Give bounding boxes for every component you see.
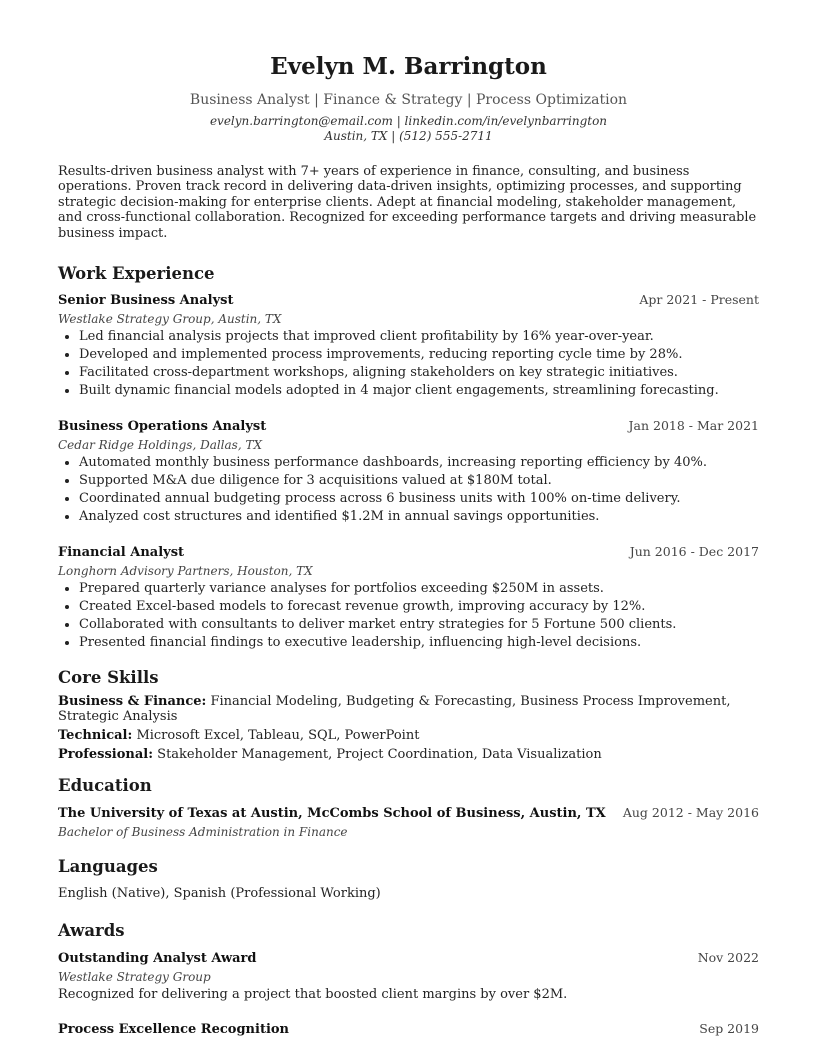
- contact-line-location-phone: Austin, TX | (512) 555-2711: [324, 128, 493, 143]
- award-entry: [58, 1020, 759, 1039]
- education-dates: Aug 2012 - May 2016: [622, 805, 759, 821]
- degree: Bachelor of Business Administration in Finance: [58, 825, 348, 840]
- job-dates: Apr 2021 - Present: [639, 292, 759, 308]
- award-entry: [58, 949, 759, 1004]
- job-bullet: • Coordinated annual budgeting process across 6 business units with 100% on-time delivery.: [79, 490, 759, 508]
- skill-value: Stakeholder Management, Project Coordination, Data Visualization: [157, 747, 602, 763]
- skill-line: [58, 694, 759, 724]
- job-title: Business Operations Analyst: [58, 419, 267, 435]
- job-dates: Jun 2016 - Dec 2017: [629, 544, 759, 560]
- core-skills-section: [58, 667, 759, 762]
- job-bullet: • Facilitated cross-department workshops, aligning stakeholders on key strategic initiatives.: [79, 364, 759, 382]
- section-title-core-skills: Core Skills: [58, 668, 159, 688]
- languages-list: English (Native), Spanish (Professional Working): [58, 886, 381, 902]
- job-bullets: [58, 580, 759, 652]
- job-bullet: • Presented financial findings to executive leadership, influencing high-level decisions.: [79, 634, 759, 652]
- section-title-education: Education: [58, 776, 152, 796]
- job-dates: Jan 2018 - Mar 2021: [628, 418, 759, 434]
- job-bullet: • Analyzed cost structures and identified $1.2M in annual savings opportunities.: [79, 508, 759, 526]
- section-title-awards: Awards: [58, 921, 125, 941]
- job-bullet: • Automated monthly business performance dashboards, increasing reporting efficiency by 40%.: [79, 454, 759, 472]
- candidate-name: Evelyn M. Barrington: [270, 53, 547, 80]
- professional-summary: Results-driven business analyst with 7+ years of experience in finance, consulting, and business operations. Proven track record in delivering data-driven insights, optimizing processes, and supporting strategic decision-making for enterprise clients. Adept at financial modeling, stakeholder management, and cross-functional collaboration. Recognized for exceeding performance targets and driving measurable business impact.: [58, 164, 757, 241]
- contact-info: [58, 114, 759, 143]
- resume-page: [58, 52, 759, 1039]
- section-title-languages: Languages: [58, 857, 158, 877]
- job-organization: Longhorn Advisory Partners, Houston, TX: [58, 564, 313, 579]
- award-description: Recognized for delivering a project that boosted client margins by over $2M.: [58, 987, 568, 1003]
- job-title: Senior Business Analyst: [58, 293, 234, 309]
- awards-section: [58, 920, 759, 1039]
- job-bullets: [58, 454, 759, 526]
- work-experience-section: [58, 263, 759, 652]
- job-bullet: • Built dynamic financial models adopted in 4 major client engagements, streamlining forecasting.: [79, 382, 759, 400]
- job-entry: [58, 417, 759, 526]
- headline: Business Analyst | Finance & Strategy | Process Optimization: [189, 92, 628, 108]
- award-title: Process Excellence Recognition: [58, 1022, 290, 1038]
- job-organization: Westlake Strategy Group, Austin, TX: [58, 312, 282, 327]
- skill-line: [58, 728, 759, 743]
- skill-line: [58, 747, 759, 762]
- job-bullet: • Prepared quarterly variance analyses for portfolios exceeding $250M in assets.: [79, 580, 759, 598]
- languages-section: [58, 856, 759, 903]
- resume-header: [58, 52, 759, 143]
- job-title: Financial Analyst: [58, 545, 185, 561]
- skill-label: Professional:: [58, 747, 154, 763]
- job-entry: [58, 291, 759, 400]
- award-date: Sep 2019: [699, 1021, 759, 1037]
- contact-line-email-linkedin: evelyn.barrington@email.com | linkedin.com/in/evelynbarrington: [209, 114, 608, 128]
- skill-label: Technical:: [58, 728, 133, 744]
- job-entry: [58, 543, 759, 652]
- job-bullets: [58, 328, 759, 400]
- job-bullet: • Collaborated with consultants to deliver market entry strategies for 5 Fortune 500 clients.: [79, 616, 759, 634]
- award-organization: Westlake Strategy Group: [58, 970, 211, 985]
- job-bullet: • Supported M&A due diligence for 3 acquisitions valued at $180M total.: [79, 472, 759, 490]
- job-bullet: • Led financial analysis projects that improved client profitability by 16% year-over-year.: [79, 328, 759, 346]
- education-section: [58, 775, 759, 841]
- skill-value: Financial Modeling, Budgeting & Forecasting, Business Process Improvement, Strategic Analysis: [58, 694, 731, 725]
- award-title: Outstanding Analyst Award: [58, 951, 257, 967]
- school-name: The University of Texas at Austin, McCombs School of Business, Austin, TX: [58, 806, 606, 822]
- section-title-work-experience: Work Experience: [58, 264, 215, 284]
- job-organization: Cedar Ridge Holdings, Dallas, TX: [58, 438, 263, 453]
- award-date: Nov 2022: [697, 950, 759, 966]
- job-bullet: • Developed and implemented process improvements, reducing reporting cycle time by 28%.: [79, 346, 759, 364]
- skill-value: Microsoft Excel, Tableau, SQL, PowerPoint: [136, 728, 420, 744]
- job-bullet: • Created Excel-based models to forecast revenue growth, improving accuracy by 12%.: [79, 598, 759, 616]
- skill-label: Business & Finance:: [58, 694, 207, 710]
